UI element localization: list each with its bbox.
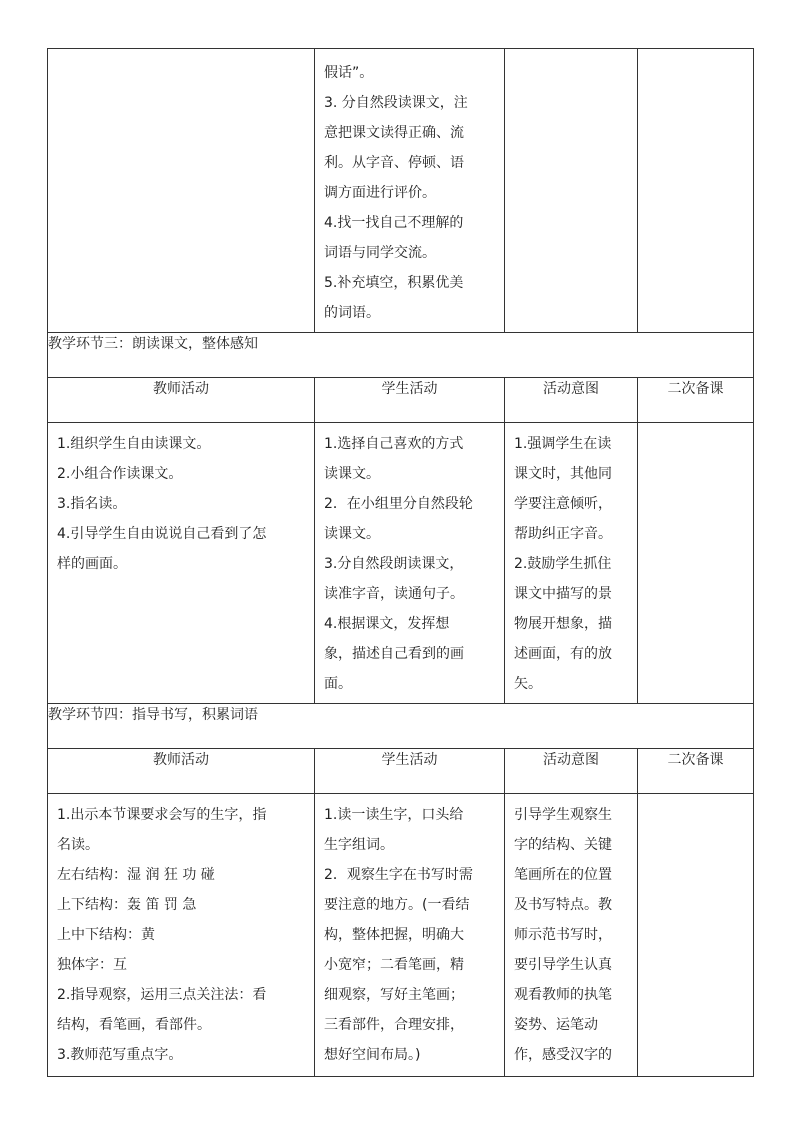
section-3-student-cell — [315, 423, 505, 704]
text-line: 2．在小组里分自然段轮 — [324, 496, 473, 512]
text-line: 观看教师的执笔 — [514, 987, 612, 1003]
text-line: 3.教师范写重点字。 — [57, 1047, 183, 1063]
text-line: 结构，看笔画，看部件。 — [57, 1017, 211, 1033]
text-line: 3.指名读。 — [57, 496, 127, 512]
section-3-header-row — [48, 378, 754, 423]
text-line: 象，描述自己看到的画 — [324, 646, 464, 662]
section-4-title: 教学环节四：指导书写，积累词语 — [48, 704, 754, 749]
header-student: 学生活动 — [315, 378, 505, 423]
text-line: 2.鼓励学生抓住 — [514, 556, 612, 572]
second-prep-cell — [638, 49, 754, 333]
cell-text — [315, 794, 504, 1074]
text-line: 上下结构：轰 笛 罚 急 — [57, 897, 197, 913]
cell-text — [315, 423, 504, 703]
text-line: 独体字：互 — [57, 957, 127, 973]
header-second-prep: 二次备课 — [638, 378, 754, 423]
text-line: 样的画面。 — [57, 556, 127, 572]
text-line: 1.强调学生在读 — [514, 436, 612, 452]
header-intent: 活动意图 — [505, 749, 638, 794]
text-line: 及书写特点。教 — [514, 897, 612, 913]
text-line: 三看部件，合理安排， — [324, 1017, 464, 1033]
section-3-content-row — [48, 423, 754, 704]
header-second-prep: 二次备课 — [638, 749, 754, 794]
text-line: 1.选择自己喜欢的方式 — [324, 436, 464, 452]
text-line: 作，感受汉字的 — [514, 1047, 612, 1063]
header-student: 学生活动 — [315, 749, 505, 794]
text-line: 1.出示本节课要求会写的生字，指 — [57, 807, 267, 823]
text-line: 上中下结构：黄 — [57, 927, 155, 943]
student-activity-cell — [315, 49, 505, 333]
text-line: 课文时，其他同 — [514, 466, 612, 482]
text-line: 物展开想象，描 — [514, 616, 612, 632]
section-4-teacher-cell — [48, 794, 315, 1077]
section-4-title-row — [48, 704, 754, 749]
text-line: 3. 分自然段读课文，注 — [324, 95, 468, 111]
text-line: 笔画所在的位置 — [514, 867, 612, 883]
text-line: 想好空间布局。) — [324, 1047, 421, 1063]
cell-text — [48, 423, 314, 583]
text-line: 读课文。 — [324, 526, 380, 542]
text-line: 读课文。 — [324, 466, 380, 482]
section-3-teacher-cell — [48, 423, 315, 704]
text-line: 述画面，有的放 — [514, 646, 612, 662]
text-line: 构，整体把握，明确大 — [324, 927, 464, 943]
text-line: 左右结构：湿 润 狂 功 碰 — [57, 867, 215, 883]
section-3-title: 教学环节三：朗读课文，整体感知 — [48, 333, 754, 378]
header-intent: 活动意图 — [505, 378, 638, 423]
text-line: 词语与同学交流。 — [324, 245, 436, 261]
section-4-student-cell — [315, 794, 505, 1077]
cell-text — [505, 423, 637, 703]
cell-text — [48, 794, 314, 1074]
text-line: 3.分自然段朗读课文， — [324, 556, 464, 572]
text-line: 意把课文读得正确、流 — [324, 125, 464, 141]
teacher-activity-cell — [48, 49, 315, 333]
section-4-content-row — [48, 794, 754, 1077]
text-line: 小宽窄；二看笔画，精 — [324, 957, 464, 973]
text-line: 课文中描写的景 — [514, 586, 612, 602]
text-line: 1.读一读生字，口头给 — [324, 807, 464, 823]
text-line: 矢。 — [514, 676, 542, 692]
header-teacher: 教师活动 — [48, 749, 315, 794]
continued-row — [48, 49, 754, 333]
text-line: 1.组织学生自由读课文。 — [57, 436, 211, 452]
text-line: 利。从字音、停顿、语 — [324, 155, 464, 171]
section-3-second-prep-cell — [638, 423, 754, 704]
text-line: 假话”。 — [324, 65, 374, 81]
text-line: 2.指导观察，运用三点关注法：看 — [57, 987, 267, 1003]
text-line: 2．观察生字在书写时需 — [324, 867, 473, 883]
lines — [315, 49, 504, 332]
text-line: 调方面进行评价。 — [324, 185, 436, 201]
section-4-header-row — [48, 749, 754, 794]
text-line: 的词语。 — [324, 305, 380, 321]
text-line: 帮助纠正字音。 — [514, 526, 612, 542]
text-line: 要注意的地方。(一看结 — [324, 897, 470, 913]
cell-text — [505, 794, 637, 1074]
text-line: 引导学生观察生 — [514, 807, 612, 823]
lesson-plan-table — [47, 48, 754, 1077]
intent-cell — [505, 49, 638, 333]
section-3-intent-cell — [505, 423, 638, 704]
text-line: 读准字音，读通句子。 — [324, 586, 464, 602]
text-line: 生字组词。 — [324, 837, 394, 853]
header-teacher: 教师活动 — [48, 378, 315, 423]
text-line: 4.引导学生自由说说自己看到了怎 — [57, 526, 267, 542]
section-4-second-prep-cell — [638, 794, 754, 1077]
text-line: 要引导学生认真 — [514, 957, 612, 973]
text-line: 细观察，写好主笔画； — [324, 987, 464, 1003]
text-line: 5.补充填空，积累优美 — [324, 275, 464, 291]
text-line: 姿势、运笔动 — [514, 1017, 598, 1033]
text-line: 4.找一找自己不理解的 — [324, 215, 464, 231]
text-line: 学要注意倾听， — [514, 496, 612, 512]
text-line: 面。 — [324, 676, 352, 692]
text-line: 名读。 — [57, 837, 99, 853]
text-line: 字的结构、关键 — [514, 837, 612, 853]
text-line: 师示范书写时， — [514, 927, 612, 943]
section-4-intent-cell — [505, 794, 638, 1077]
text-line: 2.小组合作读课文。 — [57, 466, 183, 482]
section-3-title-row — [48, 333, 754, 378]
text-line: 4.根据课文，发挥想 — [324, 616, 450, 632]
